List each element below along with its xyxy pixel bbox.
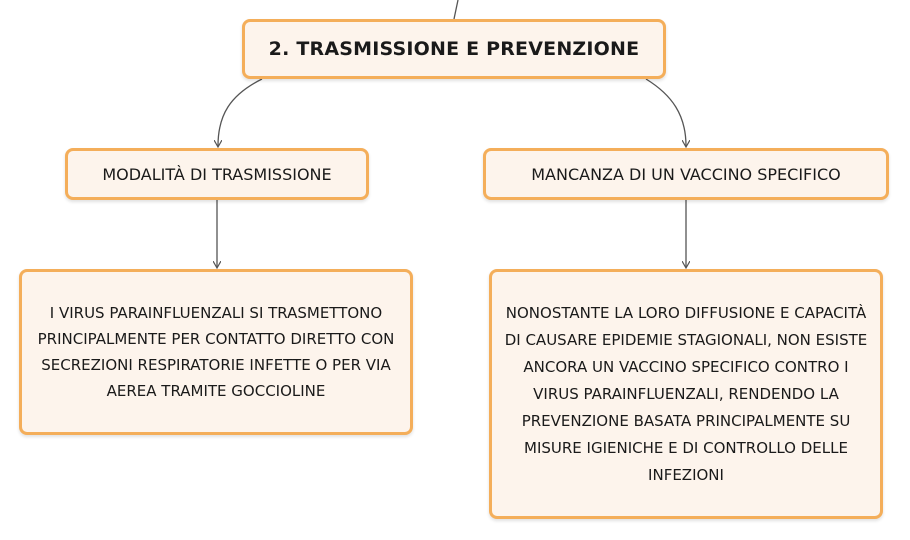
node-vaccine-absence-label: MANCANZA DI UN VACCINO SPECIFICO [531,164,841,184]
root-node-label: 2. TRASMISSIONE E PREVENZIONE [268,38,640,60]
node-vaccine-description-text: NONOSTANTE LA LORO DIFFUSIONE E CAPACITÀ DI CAUSARE EPIDEMIE STAGIONALI, NON ESISTE ANCORA UN VACCINO SPECIFICO CONTRO I VIRUS PARAINFLUENZALI, RENDENDO LA PREVENZIONE BASATA PRINCIPALMENTE SU MISURE IGIENICHE E DI CONTROLLO DELLE INFEZIONI [504,303,868,484]
root-node[interactable] [242,19,666,79]
node-transmission-description[interactable] [19,269,413,435]
node-vaccine-description[interactable] [489,269,883,519]
connector-root-to-left [218,79,262,146]
node-transmission-modes[interactable] [65,148,369,200]
node-vaccine-absence[interactable] [483,148,889,200]
node-transmission-description-text: I VIRUS PARAINFLUENZALI SI TRASMETTONO PRINCIPALMENTE PER CONTATTO DIRETTO CON SECREZIONI RESPIRATORIE INFETTE O PER VIA AEREA TRAMITE GOCCIOLINE [37,304,395,400]
node-transmission-modes-label: MODALITÀ DI TRASMISSIONE [102,164,332,184]
incoming-connector [454,0,458,19]
connector-root-to-right [646,79,686,146]
